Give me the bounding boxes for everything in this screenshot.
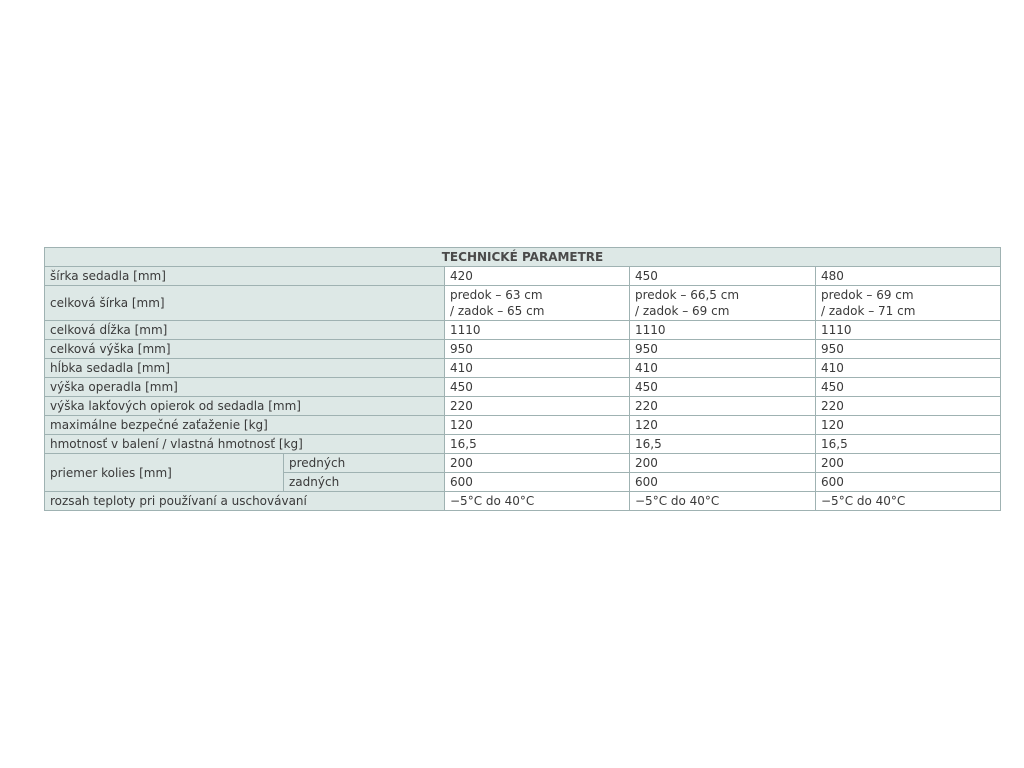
table-row <box>45 359 1001 378</box>
cell-value: 16,5 <box>630 435 816 454</box>
cell-value: 1110 <box>445 321 630 340</box>
cell-value: 1110 <box>630 321 816 340</box>
cell-value: 600 <box>630 473 816 492</box>
cell-value: 420 <box>445 267 630 286</box>
table-row <box>45 267 1001 286</box>
cell-line: / zadok – 65 cm <box>450 304 545 318</box>
cell-value: −5°C do 40°C <box>816 492 1001 511</box>
row-label: maximálne bezpečné zaťaženie [kg] <box>45 416 445 435</box>
cell-value <box>816 286 1001 321</box>
row-label: hĺbka sedadla [mm] <box>45 359 445 378</box>
cell-value: 220 <box>445 397 630 416</box>
row-label: celková výška [mm] <box>45 340 445 359</box>
row-label: priemer kolies [mm] <box>45 454 284 492</box>
cell-value: 450 <box>630 378 816 397</box>
row-label: celková dĺžka [mm] <box>45 321 445 340</box>
row-label: výška lakťových opierok od sedadla [mm] <box>45 397 445 416</box>
cell-value: 480 <box>816 267 1001 286</box>
row-label: celková šírka [mm] <box>45 286 445 321</box>
cell-value: 1110 <box>816 321 1001 340</box>
row-label: rozsah teploty pri používaní a uschovávaní <box>45 492 445 511</box>
cell-value: 410 <box>445 359 630 378</box>
table-title-row <box>45 248 1001 267</box>
cell-value: 120 <box>445 416 630 435</box>
cell-value: 200 <box>445 454 630 473</box>
table-row <box>45 416 1001 435</box>
cell-value: 600 <box>816 473 1001 492</box>
cell-line: / zadok – 71 cm <box>821 304 916 318</box>
cell-value: 950 <box>630 340 816 359</box>
cell-value <box>445 286 630 321</box>
table-row <box>45 435 1001 454</box>
table-row <box>45 286 1001 321</box>
sub-row-label: zadných <box>284 473 445 492</box>
table-row <box>45 321 1001 340</box>
cell-value: 120 <box>816 416 1001 435</box>
table-title: TECHNICKÉ PARAMETRE <box>45 248 1001 267</box>
cell-line: / zadok – 69 cm <box>635 304 730 318</box>
sub-row-label: predných <box>284 454 445 473</box>
table-row <box>45 397 1001 416</box>
cell-value: 410 <box>630 359 816 378</box>
table-row <box>45 492 1001 511</box>
table-row <box>45 454 1001 473</box>
cell-value: 220 <box>816 397 1001 416</box>
cell-value: 450 <box>816 378 1001 397</box>
cell-value: 950 <box>445 340 630 359</box>
cell-value: 200 <box>816 454 1001 473</box>
table-row <box>45 340 1001 359</box>
row-label: hmotnosť v balení / vlastná hmotnosť [kg] <box>45 435 445 454</box>
cell-value: 16,5 <box>816 435 1001 454</box>
cell-value: 450 <box>445 378 630 397</box>
cell-value: 950 <box>816 340 1001 359</box>
cell-value: 450 <box>630 267 816 286</box>
technical-parameters-table <box>44 247 1001 511</box>
cell-value: 16,5 <box>445 435 630 454</box>
cell-line: predok – 63 cm <box>450 288 543 302</box>
row-label: šírka sedadla [mm] <box>45 267 445 286</box>
cell-value: 200 <box>630 454 816 473</box>
cell-value: 220 <box>630 397 816 416</box>
cell-line: predok – 69 cm <box>821 288 914 302</box>
cell-value: −5°C do 40°C <box>445 492 630 511</box>
cell-value: −5°C do 40°C <box>630 492 816 511</box>
cell-value: 410 <box>816 359 1001 378</box>
cell-line: predok – 66,5 cm <box>635 288 740 302</box>
cell-value: 120 <box>630 416 816 435</box>
cell-value: 600 <box>445 473 630 492</box>
table-row <box>45 378 1001 397</box>
row-label: výška operadla [mm] <box>45 378 445 397</box>
cell-value <box>630 286 816 321</box>
